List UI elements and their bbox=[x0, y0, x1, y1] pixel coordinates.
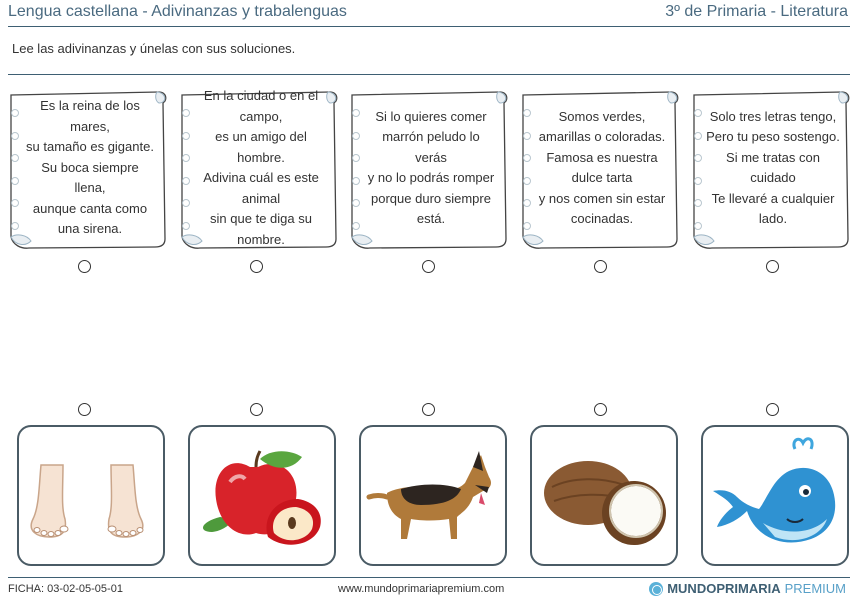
riddle-line: aunque canta como bbox=[32, 200, 148, 216]
apple-icon bbox=[190, 427, 334, 564]
riddle-line: nombre. bbox=[237, 231, 285, 247]
brand-main: MUNDOPRIMARIA bbox=[667, 581, 781, 596]
riddle-line: cuidado bbox=[750, 170, 796, 185]
picture-2-connector[interactable] bbox=[250, 403, 263, 416]
riddle-text bbox=[190, 88, 332, 247]
worksheet-grade: 3º de Primaria - Literatura bbox=[665, 3, 848, 20]
riddle-line: Su boca siempre bbox=[41, 159, 139, 175]
punch-holes bbox=[352, 109, 360, 244]
riddle-line: marrón peludo lo bbox=[382, 129, 480, 144]
riddle-line: y no lo podrás romper bbox=[367, 170, 495, 185]
riddle-line: campo, bbox=[239, 108, 283, 124]
riddle-2-connector[interactable] bbox=[250, 260, 263, 273]
globe-icon bbox=[649, 582, 663, 596]
riddle-line: su tamaño es gigante. bbox=[26, 139, 154, 155]
riddle-card-5 bbox=[692, 89, 852, 251]
picture-coconut bbox=[530, 425, 678, 566]
riddle-line: es un amigo del bbox=[215, 129, 307, 144]
ficha-code: FICHA: 03-02-05-05-01 bbox=[8, 583, 123, 595]
header-divider bbox=[8, 26, 850, 27]
picture-dog bbox=[359, 425, 507, 566]
brand-premium: PREMIUM bbox=[784, 581, 846, 596]
riddle-line: Solo tres letras tengo, bbox=[709, 108, 837, 124]
riddle-line: Pero tu peso sostengo. bbox=[706, 129, 840, 144]
riddle-line: y nos comen sin estar bbox=[538, 190, 666, 206]
riddle-line: Somos verdes, bbox=[558, 108, 646, 124]
riddle-line: llena, bbox=[74, 180, 106, 196]
riddle-line: Es la reina de los bbox=[40, 98, 140, 114]
picture-apple bbox=[188, 425, 336, 566]
riddle-3-connector[interactable] bbox=[422, 260, 435, 273]
coconut-icon bbox=[532, 427, 676, 564]
picture-whale bbox=[701, 425, 849, 566]
riddle-text bbox=[360, 97, 502, 239]
riddle-card-2 bbox=[180, 89, 340, 251]
riddle-line: hombre. bbox=[237, 149, 285, 165]
riddle-line: una sirena. bbox=[57, 221, 123, 237]
riddle-line: Famosa es nuestra bbox=[546, 149, 658, 165]
riddle-line: está. bbox=[416, 211, 446, 226]
picture-5-connector[interactable] bbox=[766, 403, 779, 416]
footer-divider bbox=[8, 577, 850, 578]
riddle-text bbox=[702, 97, 844, 239]
riddle-text bbox=[19, 97, 161, 239]
riddle-4-connector[interactable] bbox=[594, 260, 607, 273]
riddle-card-1 bbox=[9, 89, 169, 251]
picture-feet bbox=[17, 425, 165, 566]
riddle-line: porque duro siempre bbox=[371, 190, 491, 206]
picture-4-connector[interactable] bbox=[594, 403, 607, 416]
feet-icon bbox=[19, 427, 163, 564]
riddle-line: Si me tratas con bbox=[726, 149, 820, 165]
riddle-text bbox=[531, 97, 673, 239]
brand-logo bbox=[649, 581, 846, 596]
punch-holes bbox=[11, 109, 19, 244]
riddle-line: En la ciudad o en el bbox=[203, 88, 319, 103]
website-link[interactable]: www.mundoprimariapremium.com bbox=[338, 583, 505, 595]
riddle-line: animal bbox=[241, 190, 281, 206]
riddle-card-4 bbox=[521, 89, 681, 251]
riddle-line: Si lo quieres comer bbox=[375, 108, 487, 124]
punch-holes bbox=[694, 109, 702, 244]
riddle-line: Adivina cuál es este bbox=[203, 170, 319, 185]
riddle-line: amarillas o coloradas. bbox=[538, 129, 666, 144]
instruction-divider bbox=[8, 74, 850, 75]
picture-3-connector[interactable] bbox=[422, 403, 435, 416]
riddle-card-3 bbox=[350, 89, 510, 251]
riddle-line: dulce tarta bbox=[571, 170, 633, 185]
riddle-line: lado. bbox=[758, 211, 788, 226]
punch-holes bbox=[523, 109, 531, 244]
riddle-5-connector[interactable] bbox=[766, 260, 779, 273]
picture-1-connector[interactable] bbox=[78, 403, 91, 416]
punch-holes bbox=[182, 109, 190, 244]
whale-icon bbox=[703, 427, 847, 564]
riddle-line: Te llevaré a cualquier bbox=[711, 190, 835, 206]
instruction-text: Lee las adivinanzas y únelas con sus soluciones. bbox=[12, 41, 296, 56]
worksheet-subject: Lengua castellana - Adivinanzas y trabalenguas bbox=[8, 3, 347, 20]
riddle-line: sin que te diga su bbox=[210, 211, 312, 226]
dog-icon bbox=[361, 427, 505, 564]
riddle-line: mares, bbox=[70, 118, 110, 134]
riddle-line: cocinadas. bbox=[570, 211, 634, 226]
riddle-1-connector[interactable] bbox=[78, 260, 91, 273]
riddle-line: verás bbox=[415, 149, 447, 165]
